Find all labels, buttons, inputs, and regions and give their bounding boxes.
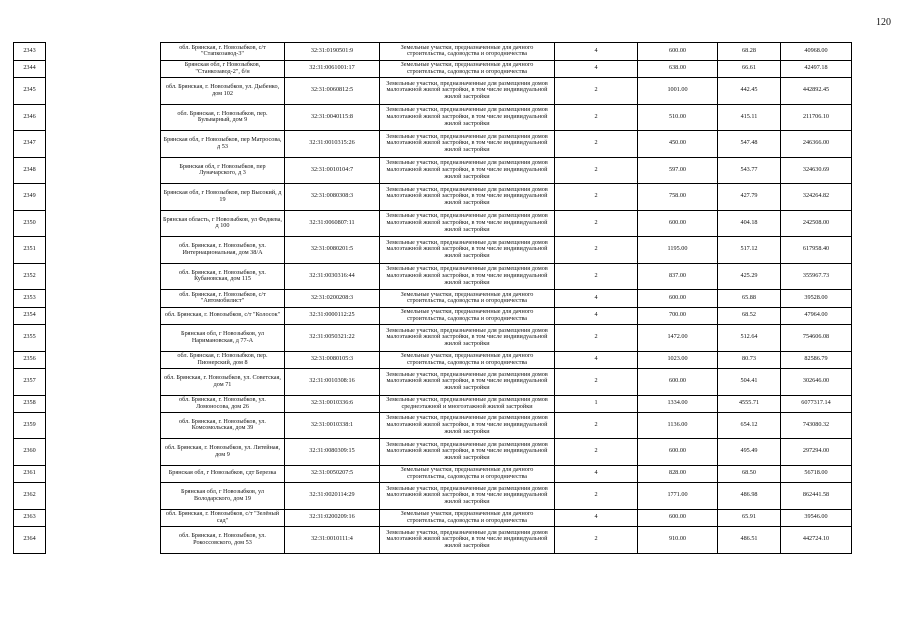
row-land-use: Земельные участки, предназначенные для размещения домов малоэтажной жилой застройки, в том числе индивидуальной жилой застройки bbox=[380, 131, 555, 158]
row-cadastral-value: 242508.00 bbox=[781, 210, 852, 237]
row-gap bbox=[46, 290, 161, 308]
row-specific-value: 654.12 bbox=[718, 412, 781, 439]
row-land-use: Земельные участки, предназначенные для дачного строительства, садоводства и огородничества bbox=[380, 307, 555, 325]
table-row bbox=[14, 483, 852, 510]
row-address: обл. Брянская, г. Новозыбков, с/т "Колосок" bbox=[161, 307, 285, 325]
row-number: 2348 bbox=[14, 157, 46, 184]
row-group: 1 bbox=[555, 395, 638, 412]
row-cadastral-number: 32:31:0080201:5 bbox=[285, 237, 380, 264]
row-gap bbox=[46, 369, 161, 396]
row-group: 4 bbox=[555, 509, 638, 527]
row-area: 600.00 bbox=[638, 369, 718, 396]
row-area: 837.00 bbox=[638, 263, 718, 290]
row-specific-value: 427.79 bbox=[718, 184, 781, 211]
row-area: 600.00 bbox=[638, 210, 718, 237]
row-group: 4 bbox=[555, 465, 638, 483]
row-cadastral-number: 32:31:0061001:17 bbox=[285, 60, 380, 78]
row-address: Брянская обл, г Новозыбков, "Станкозавод-2", б/н bbox=[161, 60, 285, 78]
row-cadastral-value: 56718.00 bbox=[781, 465, 852, 483]
row-area: 450.00 bbox=[638, 131, 718, 158]
row-cadastral-number: 32:31:0010111:4 bbox=[285, 527, 380, 554]
row-specific-value: 415.11 bbox=[718, 104, 781, 131]
row-cadastral-number: 32:31:0190501:9 bbox=[285, 43, 380, 61]
row-area: 1334.00 bbox=[638, 395, 718, 412]
row-number: 2351 bbox=[14, 237, 46, 264]
row-cadastral-number: 32:31:0040115:8 bbox=[285, 104, 380, 131]
row-group: 4 bbox=[555, 60, 638, 78]
row-group: 2 bbox=[555, 369, 638, 396]
row-cadastral-value: 47964.00 bbox=[781, 307, 852, 325]
table-row bbox=[14, 439, 852, 466]
row-cadastral-number: 32:31:0200208:3 bbox=[285, 290, 380, 308]
row-group: 2 bbox=[555, 184, 638, 211]
row-gap bbox=[46, 325, 161, 352]
row-address: обл. Брянская, г. Новозыбков, ул. Дыбенко, дом 102 bbox=[161, 78, 285, 105]
row-number: 2349 bbox=[14, 184, 46, 211]
row-specific-value: 65.91 bbox=[718, 509, 781, 527]
row-gap bbox=[46, 60, 161, 78]
row-address: обл. Брянская, г. Новозыбков, с/т "Зелёный сад" bbox=[161, 509, 285, 527]
table-row bbox=[14, 290, 852, 308]
row-number: 2352 bbox=[14, 263, 46, 290]
table-body bbox=[14, 43, 852, 554]
row-group: 2 bbox=[555, 483, 638, 510]
row-area: 1771.00 bbox=[638, 483, 718, 510]
row-group: 2 bbox=[555, 325, 638, 352]
row-address: Брянская область, г Новозыбков, ул Федяева, д 100 bbox=[161, 210, 285, 237]
row-number: 2360 bbox=[14, 439, 46, 466]
row-cadastral-value: 42497.18 bbox=[781, 60, 852, 78]
row-area: 1136.00 bbox=[638, 412, 718, 439]
table-row bbox=[14, 351, 852, 369]
row-gap bbox=[46, 263, 161, 290]
row-area: 638.00 bbox=[638, 60, 718, 78]
row-specific-value: 66.61 bbox=[718, 60, 781, 78]
row-group: 2 bbox=[555, 157, 638, 184]
row-cadastral-number: 32:31:0030316:44 bbox=[285, 263, 380, 290]
row-cadastral-number: 32:31:0080309:15 bbox=[285, 439, 380, 466]
row-number: 2357 bbox=[14, 369, 46, 396]
row-cadastral-value: 302646.00 bbox=[781, 369, 852, 396]
row-area: 1195.00 bbox=[638, 237, 718, 264]
table-row bbox=[14, 465, 852, 483]
row-land-use: Земельные участки, предназначенные для размещения домов малоэтажной жилой застройки, в том числе индивидуальной жилой застройки bbox=[380, 527, 555, 554]
row-cadastral-number: 32:31:0060812:5 bbox=[285, 78, 380, 105]
row-land-use: Земельные участки, предназначенные для дачного строительства, садоводства и огородничества bbox=[380, 43, 555, 61]
row-specific-value: 4555.71 bbox=[718, 395, 781, 412]
row-cadastral-number: 32:31:0080105:3 bbox=[285, 351, 380, 369]
table-row bbox=[14, 395, 852, 412]
row-number: 2350 bbox=[14, 210, 46, 237]
row-land-use: Земельные участки, предназначенные для дачного строительства, садоводства и огородничества bbox=[380, 290, 555, 308]
row-specific-value: 80.73 bbox=[718, 351, 781, 369]
row-cadastral-value: 754606.08 bbox=[781, 325, 852, 352]
row-address: Брянская обл, г Новозыбков, ул Володарского, дом 19 bbox=[161, 483, 285, 510]
row-address: обл. Брянская, г. Новозыбков, ул. Интернациональная, дом 38/А bbox=[161, 237, 285, 264]
row-group: 2 bbox=[555, 78, 638, 105]
row-gap bbox=[46, 465, 161, 483]
table-row bbox=[14, 307, 852, 325]
row-cadastral-value: 324630.69 bbox=[781, 157, 852, 184]
row-number: 2358 bbox=[14, 395, 46, 412]
row-group: 4 bbox=[555, 43, 638, 61]
row-specific-value: 404.18 bbox=[718, 210, 781, 237]
row-land-use: Земельные участки, предназначенные для размещения домов малоэтажной жилой застройки, в том числе индивидуальной жилой застройки bbox=[380, 210, 555, 237]
row-address: обл. Брянская, г. Новозыбков, с/т "Стапкозавод-3" bbox=[161, 43, 285, 61]
row-number: 2343 bbox=[14, 43, 46, 61]
row-address: обл. Брянская, г. Новозыбков, ул. Ломоносова, дом 26 bbox=[161, 395, 285, 412]
row-land-use: Земельные участки, предназначенные для размещения домов малоэтажной жилой застройки, в том числе индивидуальной жилой застройки bbox=[380, 369, 555, 396]
row-number: 2363 bbox=[14, 509, 46, 527]
row-specific-value: 68.52 bbox=[718, 307, 781, 325]
row-area: 1023.00 bbox=[638, 351, 718, 369]
row-specific-value: 512.64 bbox=[718, 325, 781, 352]
row-address: обл. Брянская, г. Новозыбков, ул. Комсомольская, дом 39 bbox=[161, 412, 285, 439]
row-land-use: Земельные участки, предназначенные для размещения домов малоэтажной жилой застройки, в том числе индивидуальной жилой застройки bbox=[380, 157, 555, 184]
row-specific-value: 65.88 bbox=[718, 290, 781, 308]
row-cadastral-value: 862441.58 bbox=[781, 483, 852, 510]
row-number: 2361 bbox=[14, 465, 46, 483]
row-gap bbox=[46, 184, 161, 211]
row-gap bbox=[46, 527, 161, 554]
row-area: 600.00 bbox=[638, 43, 718, 61]
row-number: 2359 bbox=[14, 412, 46, 439]
row-cadastral-value: 355967.73 bbox=[781, 263, 852, 290]
row-cadastral-value: 40968.00 bbox=[781, 43, 852, 61]
row-land-use: Земельные участки, предназначенные для дачного строительства, садоводства и огородничества bbox=[380, 351, 555, 369]
row-group: 2 bbox=[555, 131, 638, 158]
row-land-use: Земельные участки, предназначенные для размещения домов малоэтажной жилой застройки, в том числе индивидуальной жилой застройки bbox=[380, 237, 555, 264]
row-group: 2 bbox=[555, 104, 638, 131]
row-area: 910.00 bbox=[638, 527, 718, 554]
row-gap bbox=[46, 43, 161, 61]
row-address: обл. Брянская, г. Новозыбков, с/т "Автомобилист" bbox=[161, 290, 285, 308]
row-address: обл. Брянская, г. Новозыбков, ул. Рокоссовского, дом 53 bbox=[161, 527, 285, 554]
row-land-use: Земельные участки, предназначенные для размещения домов малоэтажной жилой застройки, в том числе индивидуальной жилой застройки bbox=[380, 104, 555, 131]
table-row bbox=[14, 509, 852, 527]
table-row bbox=[14, 527, 852, 554]
row-address: обл. Брянская, г. Новозыбков, ул. Литейная, дом 9 bbox=[161, 439, 285, 466]
row-address: Брянская обл, г Новозыбков, сдт Березка bbox=[161, 465, 285, 483]
table-row bbox=[14, 104, 852, 131]
row-area: 1472.00 bbox=[638, 325, 718, 352]
row-cadastral-number: 32:31:0010308:16 bbox=[285, 369, 380, 396]
row-cadastral-value: 211706.10 bbox=[781, 104, 852, 131]
row-address: Брянская обл, г Новозыбков, ул Наримановская, д 77-А bbox=[161, 325, 285, 352]
row-specific-value: 486.51 bbox=[718, 527, 781, 554]
row-land-use: Земельные участки, предназначенные для дачного строительства, садоводства и огородничества bbox=[380, 509, 555, 527]
row-land-use: Земельные участки, предназначенные для дачного строительства, садоводства и огородничества bbox=[380, 60, 555, 78]
row-address: обл. Брянская, г. Новозыбков, ул. Советская, дом 71 bbox=[161, 369, 285, 396]
row-gap bbox=[46, 395, 161, 412]
row-area: 600.00 bbox=[638, 290, 718, 308]
table-row bbox=[14, 131, 852, 158]
row-cadastral-value: 39546.00 bbox=[781, 509, 852, 527]
row-cadastral-value: 246366.00 bbox=[781, 131, 852, 158]
row-number: 2364 bbox=[14, 527, 46, 554]
row-cadastral-value: 324264.82 bbox=[781, 184, 852, 211]
row-group: 2 bbox=[555, 439, 638, 466]
row-gap bbox=[46, 210, 161, 237]
table-row bbox=[14, 412, 852, 439]
row-gap bbox=[46, 78, 161, 105]
row-cadastral-number: 32:31:0020114:29 bbox=[285, 483, 380, 510]
table-row bbox=[14, 210, 852, 237]
row-group: 2 bbox=[555, 210, 638, 237]
table-row bbox=[14, 78, 852, 105]
row-number: 2362 bbox=[14, 483, 46, 510]
table-row bbox=[14, 325, 852, 352]
row-group: 2 bbox=[555, 263, 638, 290]
row-area: 700.00 bbox=[638, 307, 718, 325]
row-cadastral-number: 32:31:0010338:1 bbox=[285, 412, 380, 439]
row-land-use: Земельные участки, предназначенные для размещения домов малоэтажной жилой застройки, в том числе индивидуальной жилой застройки bbox=[380, 184, 555, 211]
row-cadastral-value: 617958.40 bbox=[781, 237, 852, 264]
row-number: 2345 bbox=[14, 78, 46, 105]
row-number: 2346 bbox=[14, 104, 46, 131]
row-cadastral-number: 32:31:0000112:25 bbox=[285, 307, 380, 325]
row-gap bbox=[46, 307, 161, 325]
row-address: обл. Брянская, г. Новозыбков, пер. Пионерский, дом 8 bbox=[161, 351, 285, 369]
row-cadastral-number: 32:31:0010336:6 bbox=[285, 395, 380, 412]
row-cadastral-value: 297294.00 bbox=[781, 439, 852, 466]
row-cadastral-value: 442724.10 bbox=[781, 527, 852, 554]
row-specific-value: 486.98 bbox=[718, 483, 781, 510]
row-gap bbox=[46, 157, 161, 184]
row-gap bbox=[46, 509, 161, 527]
row-cadastral-number: 32:31:0010315:26 bbox=[285, 131, 380, 158]
row-cadastral-number: 32:31:0060807:11 bbox=[285, 210, 380, 237]
row-area: 600.00 bbox=[638, 439, 718, 466]
row-group: 2 bbox=[555, 412, 638, 439]
row-group: 2 bbox=[555, 237, 638, 264]
row-cadastral-number: 32:31:0080308:3 bbox=[285, 184, 380, 211]
row-group: 4 bbox=[555, 307, 638, 325]
row-area: 600.00 bbox=[638, 509, 718, 527]
row-group: 2 bbox=[555, 527, 638, 554]
row-number: 2353 bbox=[14, 290, 46, 308]
row-land-use: Земельные участки, предназначенные для размещения домов малоэтажной жилой застройки, в том числе индивидуальной жилой застройки bbox=[380, 483, 555, 510]
row-specific-value: 504.41 bbox=[718, 369, 781, 396]
row-group: 4 bbox=[555, 351, 638, 369]
row-cadastral-value: 743080.32 bbox=[781, 412, 852, 439]
row-number: 2347 bbox=[14, 131, 46, 158]
table-row bbox=[14, 43, 852, 61]
row-cadastral-number: 32:31:0200209:16 bbox=[285, 509, 380, 527]
row-specific-value: 425.29 bbox=[718, 263, 781, 290]
row-address: обл. Брянская, г. Новозыбков, ул. Кубановская, дом 115 bbox=[161, 263, 285, 290]
row-land-use: Земельные участки, предназначенные для размещения домов малоэтажной жилой застройки, в том числе индивидуальной жилой застройки bbox=[380, 325, 555, 352]
row-gap bbox=[46, 439, 161, 466]
row-land-use: Земельные участки, предназначенные для размещения домов среднеэтажной и многоэтажной жилой застройки bbox=[380, 395, 555, 412]
row-number: 2344 bbox=[14, 60, 46, 78]
row-gap bbox=[46, 104, 161, 131]
row-land-use: Земельные участки, предназначенные для размещения домов малоэтажной жилой застройки, в том числе индивидуальной жилой застройки bbox=[380, 439, 555, 466]
row-cadastral-number: 32:31:0010104:7 bbox=[285, 157, 380, 184]
row-gap bbox=[46, 483, 161, 510]
row-gap bbox=[46, 412, 161, 439]
row-address: Брянская обл, г Новозыбков, пер Матросова, д 53 bbox=[161, 131, 285, 158]
row-land-use: Земельные участки, предназначенные для дачного строительства, садоводства и огородничества bbox=[380, 465, 555, 483]
row-specific-value: 442.45 bbox=[718, 78, 781, 105]
row-number: 2356 bbox=[14, 351, 46, 369]
table-row bbox=[14, 157, 852, 184]
row-land-use: Земельные участки, предназначенные для размещения домов малоэтажной жилой застройки, в том числе индивидуальной жилой застройки bbox=[380, 78, 555, 105]
row-specific-value: 68.50 bbox=[718, 465, 781, 483]
row-gap bbox=[46, 351, 161, 369]
row-address: обл. Брянская, г. Новозыбков, пер. Бульварный, дом 9 bbox=[161, 104, 285, 131]
row-cadastral-number: 32:31:0050207:5 bbox=[285, 465, 380, 483]
table-row bbox=[14, 184, 852, 211]
row-specific-value: 68.28 bbox=[718, 43, 781, 61]
row-specific-value: 543.77 bbox=[718, 157, 781, 184]
row-area: 1001.00 bbox=[638, 78, 718, 105]
row-cadastral-value: 82586.79 bbox=[781, 351, 852, 369]
row-specific-value: 517.12 bbox=[718, 237, 781, 264]
cadastral-value-table bbox=[13, 42, 852, 554]
row-gap bbox=[46, 237, 161, 264]
row-address: Брянская обл, г Новозыбков, пер Высокий, д 19 bbox=[161, 184, 285, 211]
row-area: 828.00 bbox=[638, 465, 718, 483]
row-cadastral-number: 32:31:0050321:22 bbox=[285, 325, 380, 352]
table-row bbox=[14, 60, 852, 78]
row-number: 2354 bbox=[14, 307, 46, 325]
row-area: 758.00 bbox=[638, 184, 718, 211]
row-address: Брянская обл, г Новозыбков, пер Луначарского, д 3 bbox=[161, 157, 285, 184]
row-land-use: Земельные участки, предназначенные для размещения домов малоэтажной жилой застройки, в том числе индивидуальной жилой застройки bbox=[380, 412, 555, 439]
table-row bbox=[14, 237, 852, 264]
row-gap bbox=[46, 131, 161, 158]
row-cadastral-value: 39528.00 bbox=[781, 290, 852, 308]
row-number: 2355 bbox=[14, 325, 46, 352]
row-specific-value: 495.49 bbox=[718, 439, 781, 466]
table-row bbox=[14, 263, 852, 290]
page-number: 120 bbox=[876, 17, 891, 28]
row-cadastral-value: 6077317.14 bbox=[781, 395, 852, 412]
row-group: 4 bbox=[555, 290, 638, 308]
row-specific-value: 547.48 bbox=[718, 131, 781, 158]
table-row bbox=[14, 369, 852, 396]
row-area: 597.00 bbox=[638, 157, 718, 184]
row-land-use: Земельные участки, предназначенные для размещения домов малоэтажной жилой застройки, в том числе индивидуальной жилой застройки bbox=[380, 263, 555, 290]
row-cadastral-value: 442892.45 bbox=[781, 78, 852, 105]
row-area: 510.00 bbox=[638, 104, 718, 131]
